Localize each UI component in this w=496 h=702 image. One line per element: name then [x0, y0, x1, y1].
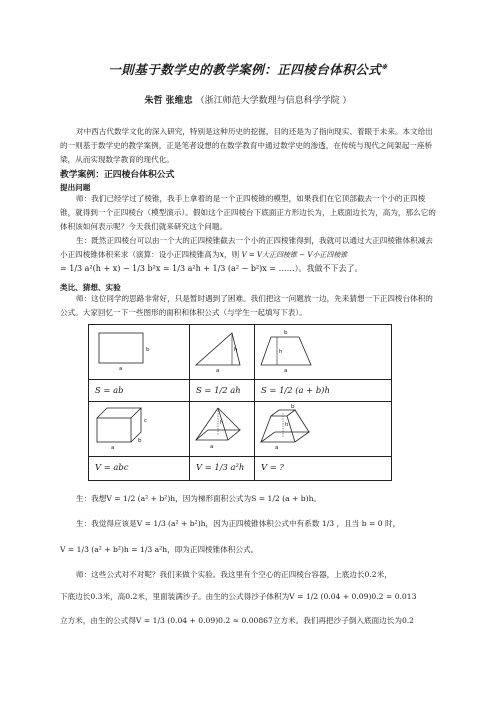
author-names: 朱哲 张维忠 [144, 96, 193, 106]
pyramid-label-a: a [210, 444, 214, 450]
teacher-paragraph-2: 师：这位同学的思路非常好，只是暂时遇到了困难。我们把这一问题放一边，先来猜想一下正四棱台体积的公式。大家回忆一下一些图形的面积和体积公式（与学生一起填写下表）。 [60, 294, 433, 317]
rect-label-b: b [146, 347, 150, 353]
rectangle-diagram [89, 325, 189, 375]
teacher-paragraph-3b: 下底边长0.3米，高0.2米，里面装满沙子。由生的公式得沙子体积为V = 1/2 (0.04 + 0.09)0.2 = 0.013 [60, 592, 417, 601]
formula-frustum-volume: V = ? [261, 462, 284, 472]
article-title [0, 60, 496, 78]
tri-label-h: h [234, 347, 238, 353]
volume-difference-formula: V = V大正四棱锥 − V小正四棱锥 [241, 251, 348, 259]
cell-formula-tri [190, 380, 255, 402]
formula-cuboid-volume: V = abc [95, 462, 129, 472]
authors-line [0, 93, 496, 106]
pyramid-label-h: h [220, 420, 224, 426]
formula-rect-area: S = ab [95, 385, 124, 395]
trap-label-h: h [279, 349, 283, 355]
frustum-label-h: h [285, 422, 289, 428]
student1-text-b: ，则 [223, 250, 240, 259]
student-paragraph-2: 生：我想V = 1/2 (a² + b²)h，因为梯形面积公式为S = 1/2 (a + b)h。 [76, 494, 322, 503]
section-heading-analogy: 类比、猜想、实验 [60, 283, 121, 292]
intro-paragraph: 对中西古代数学文化的深入研究，特别是这种历史的挖掘，目的还是为了指向现实、着眼于未来。本文给出的一则基于数学史的教学案例，正是笔者设想的在数学教育中通过数学史的渗透，在传统与现代之间架起一座桥梁，从而实现数学教育的现代化。 [60, 127, 433, 164]
cell-cuboid [89, 402, 190, 457]
cell-formula-frustum [255, 457, 392, 481]
formula-triangle-area: S = 1/2 ah [196, 385, 241, 395]
cell-formula-pyramid [190, 457, 255, 481]
formula-pyramid-volume: V = 1/3 a²h [196, 462, 245, 472]
frustum-diagram [255, 402, 319, 452]
cell-triangle [190, 325, 255, 380]
rect-label-a: a [119, 366, 123, 372]
trapezoid-diagram [255, 325, 315, 375]
tri-label-a: a [216, 368, 220, 374]
formula-figure-table [88, 324, 392, 481]
cuboid-label-a: a [111, 445, 115, 451]
cuboid-label-b: b [138, 438, 142, 444]
frustum-label-b: b [291, 404, 295, 410]
student1-text-a: 生：既然正四棱台可以由一个大的正四棱锥截去一个小的正四棱锥得到，我就可以通过大正四棱锥体积减去小正四棱锥体积来求（演算：设小正四棱锥高为 [60, 236, 433, 259]
section-heading-case: 教学案例：正四棱台体积公式 [60, 170, 175, 180]
formula-trapezoid-area: S = 1/2 (a + b)h [261, 385, 330, 395]
frustum-label-a: a [275, 445, 279, 451]
student-paragraph-3b: V = 1/3 (a² + b²)h = 1/3 a²h，即为正四棱锥体积公式。 [60, 545, 259, 554]
variable-x: x [219, 250, 224, 259]
cell-pyramid [190, 402, 255, 457]
cell-trapezoid [255, 325, 392, 380]
cell-formula-rect [89, 380, 190, 402]
trap-label-a: a [284, 368, 288, 374]
title-footnote-mark: ※ [381, 61, 388, 71]
teacher-paragraph-1: 师：我们已经学过了棱锥，我手上拿着的是一个正四棱锥的模型，如果我们在它顶部截去一个小的正四棱锥，就得到一个正四棱台（模型演示）。假如这个正四棱台下底面正方形边长为，上底面边长为，高为，那么它的体积该如何表示呢？今天我们就来研究这个问题。 [60, 194, 436, 231]
author-affiliation: （浙江师范大学数理与信息科学学院 ） [195, 96, 352, 106]
cuboid-diagram [89, 402, 189, 452]
cuboid-label-c: c [144, 418, 148, 424]
section-heading-question: 提出问题 [60, 183, 91, 192]
student-paragraph-1 [60, 234, 438, 262]
student-calculation [60, 262, 438, 276]
cell-frustum [255, 402, 392, 457]
student-paragraph-3a: 生：我觉得应该是V = 1/3 (a² + b²)h，因为正四棱锥体积公式中有系数 1/3 ，且当 b = 0 时， [76, 519, 401, 528]
title-text: 一則基于数学史的教学案例：正四棱台体积公式 [108, 62, 382, 77]
calculation-formula: = 1/3 a²(h + x) − 1/3 b²x = 1/3 a²h + 1/3 (a² − b²)x = ……）。我做不下去了。 [60, 264, 363, 273]
cell-formula-trap [255, 380, 392, 402]
teacher-paragraph-3c: 立方米，由生的公式得V = 1/3 (0.04 + 0.09)0.2 ≈ 0.00867立方米。我们再把沙子倒入底面边长为0.2 [60, 616, 415, 625]
cell-rectangle [89, 325, 190, 380]
triangle-diagram [190, 325, 254, 375]
trap-label-b: b [284, 330, 288, 336]
cell-formula-cuboid [89, 457, 190, 481]
teacher-paragraph-3a: 师：这些公式对不对呢？我们来做个实验。我这里有个空心的正四棱台容器，上底边长0.2米， [76, 570, 392, 579]
pyramid-diagram [190, 402, 254, 452]
